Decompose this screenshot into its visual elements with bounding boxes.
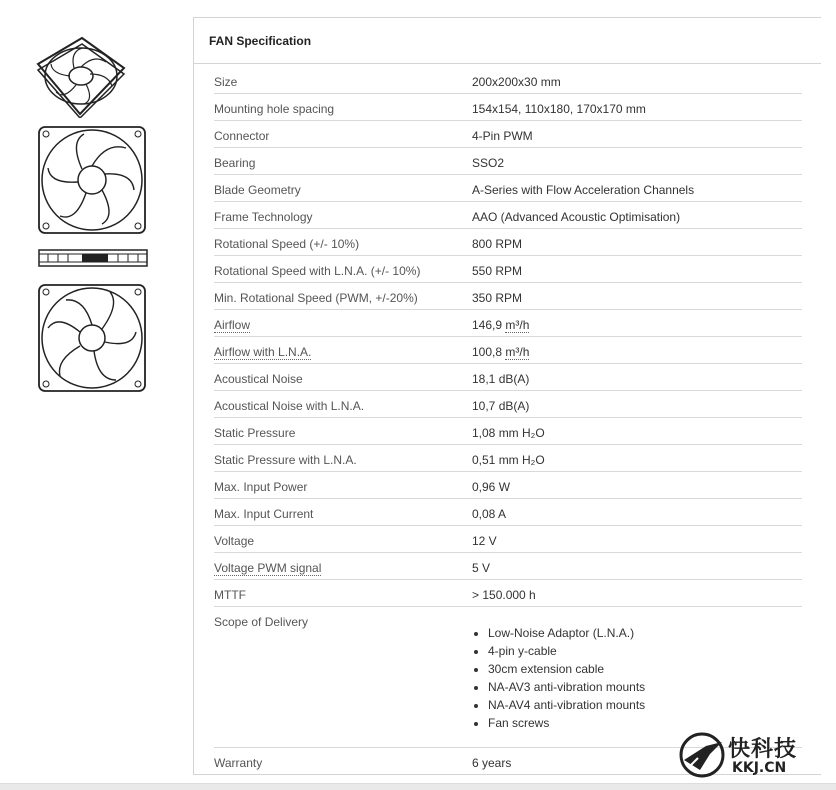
list-item: 30cm extension cable <box>472 662 645 680</box>
spec-row-size <box>214 67 802 94</box>
spec-value: 10,7 dB(A) <box>472 399 530 413</box>
spec-value: 800 RPM <box>472 237 523 251</box>
list-item: Fan screws <box>472 716 645 734</box>
spec-value: AAO (Advanced Acoustic Optimisation) <box>472 210 681 224</box>
spec-row-rotational-speed-lna <box>214 256 802 283</box>
spec-label: Bearing <box>214 156 256 170</box>
spec-value-number: 146,9 <box>472 318 506 332</box>
spec-row-bearing <box>214 148 802 175</box>
spec-row-airflow-lna <box>214 337 802 364</box>
spec-row-voltage-pwm <box>214 553 802 580</box>
bottom-strip <box>0 783 836 790</box>
spec-label: Scope of Delivery <box>214 615 309 629</box>
spec-value <box>472 318 529 332</box>
unit-tooltip-link[interactable]: m³/h <box>505 318 530 332</box>
watermark-subtitle: KKJ.CN <box>732 760 787 776</box>
spec-row-blade-geometry <box>214 175 802 202</box>
spec-label: Static Pressure <box>214 426 296 440</box>
fan-specification-panel <box>193 17 821 775</box>
list-item: 4-pin y-cable <box>472 644 645 662</box>
spec-label: Warranty <box>214 756 263 770</box>
spec-value: 18,1 dB(A) <box>472 372 530 386</box>
spec-label: Static Pressure with L.N.A. <box>214 453 357 467</box>
voltage-pwm-tooltip-link[interactable]: Voltage PWM signal <box>214 561 322 575</box>
spec-label: Max. Input Power <box>214 480 308 494</box>
list-item: NA-AV3 anti-vibration mounts <box>472 680 645 698</box>
spec-value: 0,08 A <box>472 507 507 521</box>
spec-label: Voltage <box>214 534 255 548</box>
spec-label: Mounting hole spacing <box>214 102 335 116</box>
spec-label: Rotational Speed with L.N.A. (+/- 10%) <box>214 264 421 278</box>
spec-row-voltage <box>214 526 802 553</box>
panel-title: FAN Specification <box>194 18 821 64</box>
spec-row-rotational-speed <box>214 229 802 256</box>
spec-value: 0,51 mm H₂O <box>472 453 545 467</box>
airflow-lna-tooltip-link[interactable]: Airflow with L.N.A. <box>214 345 312 359</box>
fan-side-drawing <box>38 248 148 268</box>
spec-value: 5 V <box>472 561 491 575</box>
fan-front-drawing <box>36 124 148 236</box>
watermark-title: 快科技 <box>728 737 798 762</box>
spec-label: Connector <box>214 129 270 143</box>
spec-value: 200x200x30 mm <box>472 75 561 89</box>
spec-label: Size <box>214 75 238 89</box>
spec-row-acoustical-noise-lna <box>214 391 802 418</box>
spec-value: SSO2 <box>472 156 505 170</box>
spec-label: Max. Input Current <box>214 507 314 521</box>
spec-row-max-input-power <box>214 472 802 499</box>
spec-row-scope-of-delivery <box>214 607 802 748</box>
spec-value: A-Series with Flow Acceleration Channels <box>472 183 695 197</box>
spec-label: Rotational Speed (+/- 10%) <box>214 237 360 251</box>
spec-row-mounting <box>214 94 802 121</box>
spec-label: MTTF <box>214 588 246 602</box>
spec-label: Blade Geometry <box>214 183 301 197</box>
fan-rear-drawing <box>36 282 148 394</box>
unit-tooltip-link[interactable]: m³/h <box>505 345 530 359</box>
spec-value: 0,96 W <box>472 480 511 494</box>
spec-row-connector <box>214 121 802 148</box>
spec-row-static-pressure-lna <box>214 445 802 472</box>
spec-row-acoustical-noise <box>214 364 802 391</box>
scope-list <box>472 626 645 734</box>
spec-value: 6 years <box>472 756 512 770</box>
spec-value: 550 RPM <box>472 264 523 278</box>
bird-logo-icon <box>678 732 726 778</box>
list-item: NA-AV4 anti-vibration mounts <box>472 698 645 716</box>
spec-label: Acoustical Noise with L.N.A. <box>214 399 365 413</box>
spec-label: Acoustical Noise <box>214 372 303 386</box>
spec-row-min-rotational-speed <box>214 283 802 310</box>
spec-value: 1,08 mm H₂O <box>472 426 545 440</box>
spec-value: 12 V <box>472 534 497 548</box>
spec-row-static-pressure <box>214 418 802 445</box>
spec-value: > 150.000 h <box>472 588 536 602</box>
spec-value: 350 RPM <box>472 291 523 305</box>
airflow-tooltip-link[interactable]: Airflow <box>214 318 251 332</box>
spec-row-airflow <box>214 310 802 337</box>
spec-value <box>472 345 529 359</box>
spec-row-max-input-current <box>214 499 802 526</box>
spec-value: 154x154, 110x180, 170x170 mm <box>472 102 646 116</box>
spec-value: 4-Pin PWM <box>472 129 533 143</box>
spec-label: Frame Technology <box>214 210 313 224</box>
spec-label: Min. Rotational Speed (PWM, +/-20%) <box>214 291 418 305</box>
spec-row-mttf <box>214 580 802 607</box>
spec-row-frame-technology <box>214 202 802 229</box>
spec-value-number: 100,8 <box>472 345 506 359</box>
fan-perspective-drawing <box>34 34 128 118</box>
list-item: Low-Noise Adaptor (L.N.A.) <box>472 626 645 644</box>
watermark <box>678 732 828 780</box>
